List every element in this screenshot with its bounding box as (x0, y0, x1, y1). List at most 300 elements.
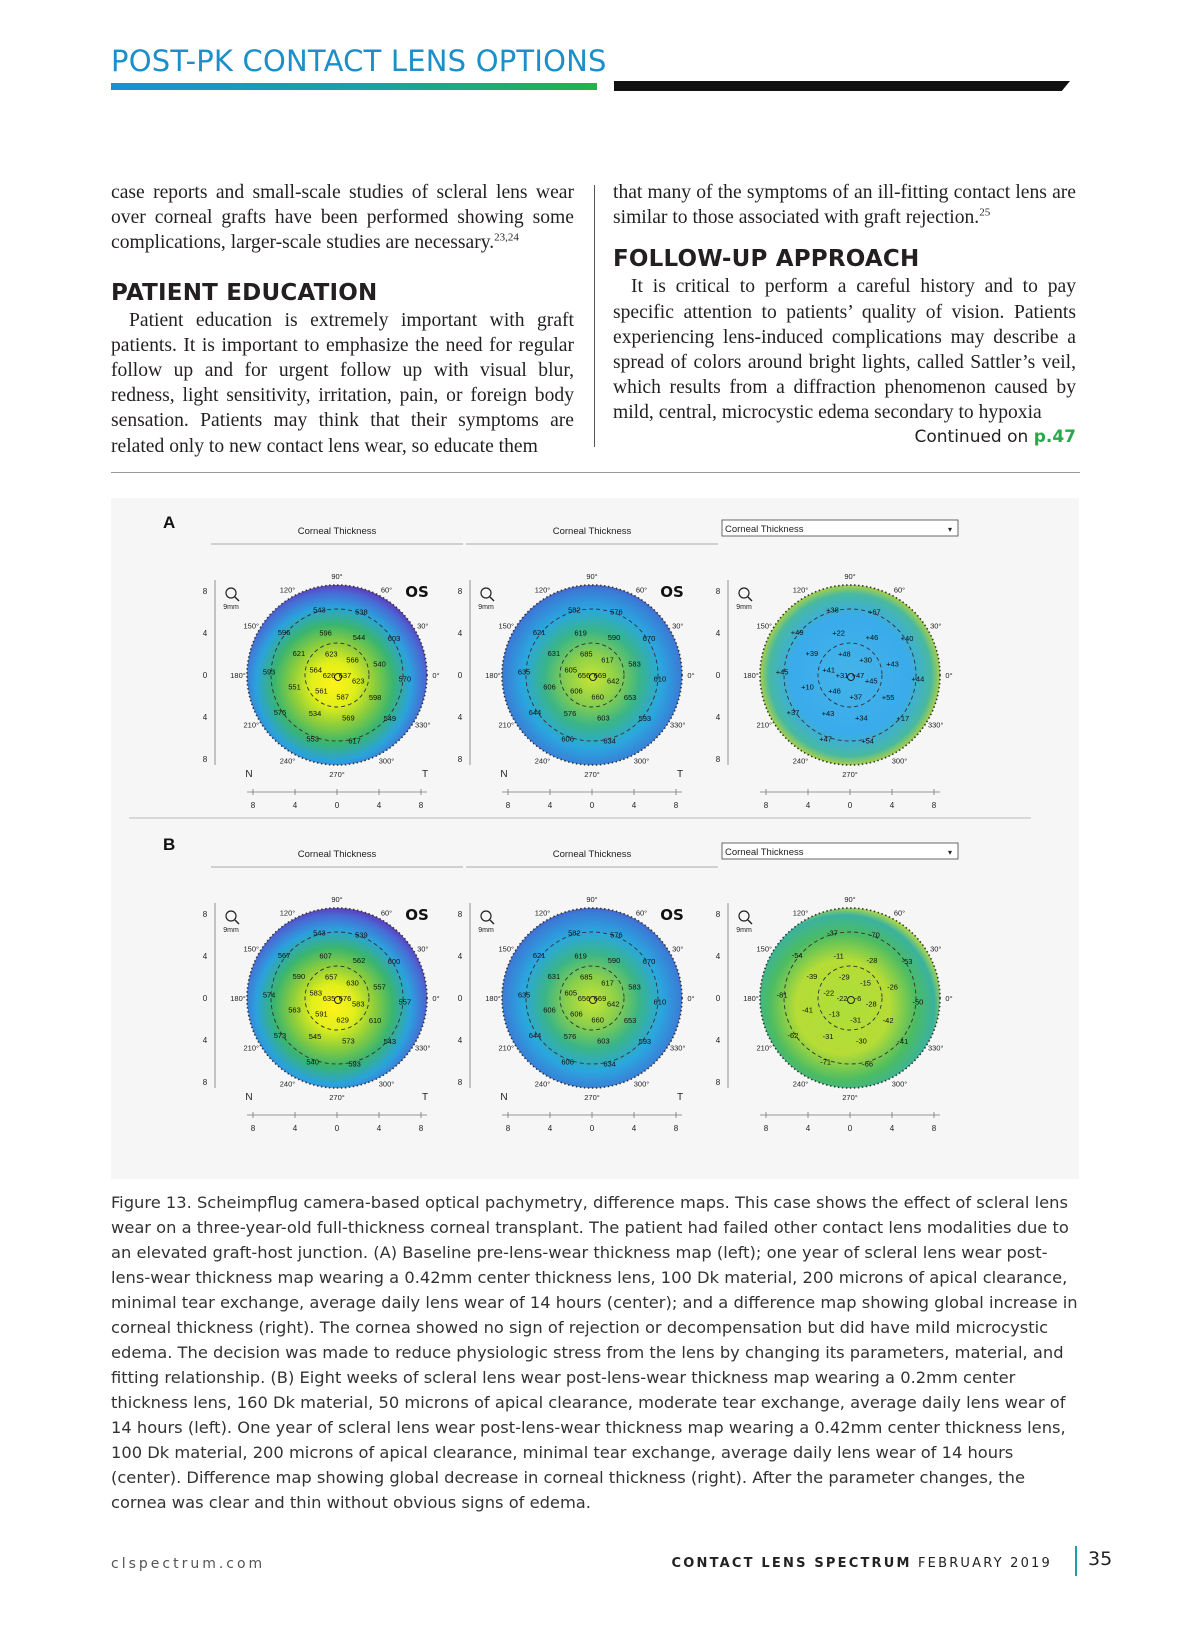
y-tick-label: 8 (457, 1078, 463, 1087)
y-tick-label: 0 (715, 671, 721, 680)
reference-superscript: 25 (979, 206, 991, 219)
thickness-value: 576 (273, 708, 287, 718)
angle-label: 30° (417, 621, 429, 631)
y-tick-label: 0 (202, 994, 208, 1003)
x-tick-label: 4 (805, 1124, 811, 1133)
angle-label: 0° (687, 994, 695, 1003)
thickness-value: 634 (603, 736, 616, 746)
map-title: Corneal Thickness (725, 847, 804, 858)
eye-label: OS (660, 583, 684, 601)
thickness-value: 593 (262, 667, 276, 677)
zone-label: 9mm (736, 604, 752, 611)
zone-label: 9mm (736, 927, 752, 934)
thickness-value: 685 (580, 649, 593, 659)
angle-label: 300° (891, 756, 908, 766)
angle-label: 0° (687, 671, 695, 680)
x-tick-label: 4 (292, 1124, 298, 1133)
angle-label: 30° (672, 944, 684, 954)
thickness-value: 670 (642, 956, 656, 966)
y-tick-label: 4 (202, 629, 208, 638)
thickness-value: +43 (886, 659, 899, 669)
angle-label: 210° (756, 720, 773, 730)
thickness-value: 576 (610, 607, 623, 617)
thickness-value: 534 (308, 709, 322, 719)
thickness-value: 543 (383, 1036, 397, 1046)
continued-note: Continued on p.47 (914, 426, 1076, 447)
thickness-value: 557 (398, 997, 412, 1007)
thickness-value: 598 (368, 693, 382, 702)
thickness-value: +46 (865, 632, 879, 642)
thickness-value: -70 (868, 930, 880, 940)
thickness-value: 660 (591, 692, 604, 702)
right-column (613, 180, 1076, 448)
thickness-value: -71 (820, 1057, 832, 1067)
thickness-value: 603 (597, 1036, 610, 1046)
thickness-value: -6 (854, 994, 862, 1003)
thickness-value: 557 (373, 982, 386, 992)
map-title: Corneal Thickness (552, 526, 632, 537)
thickness-value: 660 (591, 1015, 604, 1025)
thickness-value: 603 (387, 633, 401, 643)
thickness-value: 670 (642, 633, 656, 643)
thickness-value: 549 (383, 713, 397, 723)
angle-label: 120° (279, 908, 296, 918)
thickness-value: +38 (826, 605, 839, 615)
thickness-value: -30 (855, 1036, 867, 1046)
thickness-value: 621 (292, 649, 306, 658)
x-tick-label: 4 (376, 1124, 382, 1133)
footer-publication (672, 1556, 1053, 1571)
x-tick-label: 4 (376, 801, 382, 810)
dropdown-arrow-icon: ▾ (947, 525, 953, 534)
thickness-value: -81 (776, 990, 788, 1000)
thickness-value: +41 (822, 665, 836, 675)
angle-label: 90° (844, 572, 856, 581)
y-tick-label: 8 (715, 755, 721, 764)
angle-label: 90° (331, 572, 343, 581)
x-tick-label: 8 (505, 1124, 511, 1133)
angle-label: 90° (844, 895, 856, 904)
angle-label: 30° (930, 621, 942, 631)
angle-label: 90° (586, 572, 598, 581)
thickness-value: 606 (570, 686, 583, 696)
thickness-value: +17 (896, 713, 910, 723)
thickness-value: 590 (607, 955, 621, 965)
angle-label: 270° (329, 1093, 345, 1102)
y-tick-label: 0 (457, 994, 463, 1003)
magnifier-icon (739, 911, 749, 921)
panel-label: A (163, 513, 176, 532)
angle-label: 60° (893, 908, 906, 918)
thickness-value: 630 (346, 978, 359, 988)
thickness-value: 656 (577, 994, 591, 1003)
thickness-value: 563 (288, 1005, 301, 1015)
angle-label: 270° (842, 1093, 858, 1102)
angle-label: 300° (378, 756, 395, 766)
angle-label: 150° (243, 944, 260, 954)
page-number: 35 (1088, 1548, 1113, 1570)
thickness-value: 629 (336, 1015, 349, 1025)
thickness-value: 596 (319, 628, 332, 638)
thickness-value: 669 (593, 671, 607, 680)
eye-label: OS (660, 906, 684, 924)
thickness-value: 590 (607, 632, 621, 642)
x-tick-label: 4 (547, 1124, 553, 1133)
thickness-value: 545 (308, 1032, 322, 1042)
angle-label: 180° (485, 671, 501, 680)
zone-label: 9mm (478, 927, 494, 934)
thickness-value: -22 (836, 994, 848, 1003)
thickness-value: 631 (547, 649, 561, 658)
pachymetry-maps (111, 498, 1079, 1179)
x-tick-label: 4 (292, 801, 298, 810)
thickness-value: -13 (829, 1009, 840, 1019)
thickness-value: +46 (828, 686, 841, 696)
angle-label: 300° (633, 1079, 650, 1089)
thickness-value: 635 (517, 990, 531, 1000)
y-tick-label: 8 (202, 587, 208, 596)
thickness-value: 644 (528, 708, 542, 718)
thickness-value: +31 (835, 671, 849, 680)
angle-label: 120° (279, 585, 296, 595)
x-tick-label: 8 (250, 801, 256, 810)
thickness-value: +67 (868, 607, 881, 617)
zone-label: 9mm (478, 604, 494, 611)
angle-label: 180° (230, 671, 246, 680)
thickness-value: -39 (806, 972, 818, 981)
y-tick-label: 4 (715, 713, 721, 722)
x-tick-label: 8 (673, 1124, 679, 1133)
thickness-value: -50 (912, 997, 924, 1007)
thickness-value: 619 (574, 628, 587, 638)
thickness-value: 582 (568, 605, 581, 615)
magnifier-icon (739, 588, 749, 598)
x-tick-label: 0 (334, 1124, 340, 1133)
thickness-value: 591 (315, 1009, 328, 1019)
thickness-value: 583 (628, 982, 641, 992)
angle-label: 210° (756, 1043, 773, 1053)
thickness-value: 539 (355, 930, 368, 940)
thickness-value: 576 (610, 930, 623, 940)
thickness-value: 642 (606, 676, 620, 686)
angle-label: 90° (331, 895, 343, 904)
angle-label: 30° (930, 944, 942, 954)
angle-label: 180° (230, 994, 246, 1003)
angle-label: 210° (498, 1043, 515, 1053)
thickness-value: -41 (802, 1005, 813, 1015)
thickness-value: 573 (342, 1036, 355, 1046)
thickness-value: 538 (355, 607, 368, 617)
thickness-value: +37 (786, 708, 800, 718)
thickness-value: 623 (325, 649, 338, 659)
thickness-value: -31 (850, 1015, 862, 1025)
thickness-value: +10 (801, 682, 814, 692)
thickness-value: 543 (313, 928, 326, 938)
thickness-value: 621 (532, 628, 546, 638)
y-tick-label: 0 (457, 671, 463, 680)
thickness-value: 587 (336, 692, 349, 702)
thickness-value: 606 (570, 1009, 583, 1019)
heading-patient-education: PATIENT EDUCATION (111, 279, 378, 306)
angle-label: 120° (534, 585, 551, 595)
thickness-value: +48 (837, 649, 851, 659)
right-para-2: It is critical to perform a careful history and to pay specific attention to patients’ quality of vision. Patients experiencing lens-induced complications may describe a spread of colors around bright lights, called Sattler’s veil, which results from a diffraction phenomenon caused by mild, central, microcystic edema secondary to hypoxia (613, 276, 1076, 424)
thickness-value: -28 (866, 955, 878, 965)
y-tick-label: 4 (457, 1036, 463, 1045)
thickness-value: 623 (351, 676, 365, 686)
x-tick-label: 0 (334, 801, 340, 810)
thickness-value: -26 (887, 982, 898, 992)
footer-magazine: CONTACT LENS SPECTRUM (671, 1556, 912, 1571)
dropdown-arrow-icon: ▾ (947, 848, 953, 857)
angle-label: 180° (743, 994, 759, 1003)
magnifier-icon-handle (748, 920, 752, 924)
y-tick-label: 8 (202, 755, 208, 764)
y-tick-label: 8 (202, 910, 208, 919)
angle-label: 210° (243, 720, 260, 730)
nasal-label: N (245, 769, 253, 780)
thickness-value: -11 (833, 951, 844, 961)
magnifier-icon-handle (490, 597, 494, 601)
thickness-value: 551 (288, 682, 301, 692)
thickness-value: 576 (563, 709, 577, 719)
thickness-value: 610 (653, 674, 667, 684)
x-tick-label: 4 (631, 1124, 637, 1133)
angle-label: 180° (743, 671, 759, 680)
thickness-value: 657 (325, 972, 338, 982)
thickness-value: 669 (593, 994, 607, 1003)
thickness-value: 576 (563, 1032, 577, 1042)
thickness-value: +30 (859, 655, 872, 665)
thickness-value: 600 (387, 956, 401, 966)
thickness-value: +34 (855, 713, 868, 723)
thickness-value: 676 (338, 994, 352, 1003)
x-tick-label: 4 (889, 1124, 895, 1133)
y-tick-label: 4 (202, 952, 208, 961)
y-tick-label: 4 (715, 1036, 721, 1045)
panel-label: B (163, 835, 176, 854)
thickness-value: 573 (273, 1031, 287, 1041)
thickness-value: 642 (606, 999, 620, 1009)
section-title: POST-PK CONTACT LENS OPTIONS (111, 44, 607, 78)
x-tick-label: 8 (931, 1124, 937, 1133)
thickness-value: -62 (787, 1031, 799, 1041)
angle-label: 240° (279, 1079, 296, 1089)
thickness-value: 607 (319, 951, 332, 961)
figure-13 (111, 498, 1079, 1179)
thickness-value: 605 (564, 665, 578, 675)
footer-issue: FEBRUARY 2019 (917, 1556, 1052, 1571)
x-tick-label: 0 (589, 1124, 595, 1133)
heading-follow-up-approach: FOLLOW-UP APPROACH (613, 246, 920, 273)
magnifier-icon-handle (490, 920, 494, 924)
x-tick-label: 8 (250, 1124, 256, 1133)
angle-label: 270° (842, 770, 858, 779)
map-title: Corneal Thickness (297, 849, 377, 860)
eye-label: OS (405, 906, 429, 924)
thickness-value: 619 (574, 951, 587, 961)
x-tick-label: 0 (847, 801, 853, 810)
x-tick-label: 4 (889, 801, 895, 810)
thickness-value: -37 (826, 928, 838, 938)
nasal-label: N (500, 769, 508, 780)
angle-label: 330° (927, 1043, 944, 1053)
x-tick-label: 0 (847, 1124, 853, 1133)
zone-label: 9mm (223, 604, 239, 611)
left-para-2: Patient education is extremely important with graft patients. It is important to emphasize the need for regular follow up and for urgent follow up with visual blur, redness, light sensitivity, irritation, pain, or foreign body sensation. Patients may think that their symptoms are related only to new contact lens wear, so educate them (111, 309, 574, 457)
thickness-value: -41 (897, 1036, 909, 1046)
thickness-value: +47 (851, 671, 865, 680)
angle-label: 60° (635, 585, 648, 595)
angle-label: 30° (417, 944, 429, 954)
thickness-value: 583 (351, 999, 365, 1009)
x-tick-label: 8 (505, 801, 511, 810)
thickness-value: +54 (861, 736, 874, 746)
thickness-value: 540 (306, 1057, 319, 1067)
thickness-value: 553 (306, 734, 319, 744)
map-title: Corneal Thickness (725, 524, 804, 535)
figure-top-rule (111, 472, 1080, 473)
continued-page-link[interactable]: p.47 (1033, 426, 1076, 447)
thickness-value: -29 (838, 972, 850, 982)
angle-label: 120° (534, 908, 551, 918)
angle-label: 0° (432, 994, 440, 1003)
thickness-value: 656 (577, 671, 591, 680)
angle-label: 0° (945, 671, 953, 680)
y-tick-label: 4 (202, 1036, 208, 1045)
temporal-label: T (676, 1092, 684, 1103)
thickness-value: 653 (623, 693, 637, 702)
thickness-value: -31 (822, 1032, 834, 1042)
figure-caption: Figure 13. Scheimpflug camera-based optical pachymetry, difference maps. This case shows the effect of scleral lens wear on a three-year-old full-thickness corneal transplant. The patient had failed other contact lens modalities due to an elevated graft-host junction. (A) Baseline pre-lens-wear thickness map (left); one year of scleral lens wear post-lens-wear thickness map wearing a 0.42mm center thickness lens, 100 Dk material, 200 microns of apical clearance, minimal tear exchange, average daily lens wear of 14 hours (center); and a difference map showing global increase in corneal thickness (right). The cornea showed no sign of rejection or decompensation but did have mild microcystic edema. The decision was made to reduce physiologic stress from the lens by changing its parameters, material, and fitting relationship. (B) Eight weeks of scleral lens wear post-lens-wear thickness map wearing a 0.2mm center thickness lens, 160 Dk material, 50 microns of apical clearance, moderate tear exchange, average daily lens wear of 14 hours (left). One year of scleral lens wear post-lens-wear thickness map wearing a 0.42mm center thickness lens, 100 Dk material, 200 microns of apical clearance, minimal tear exchange, average daily lens wear of 14 hours (center). Difference map showing global decrease in corneal thickness (right). After the parameter changes, the cornea was clear and thin without obvious signs of edema. (111, 1193, 1078, 1512)
x-tick-label: 4 (631, 801, 637, 810)
thickness-value: +22 (832, 628, 845, 638)
y-tick-label: 4 (715, 952, 721, 961)
y-tick-label: 8 (202, 1078, 208, 1087)
angle-label: 150° (498, 621, 515, 631)
thickness-value: 685 (580, 972, 593, 982)
y-tick-label: 8 (457, 910, 463, 919)
magnifier-icon (481, 911, 491, 921)
temporal-label: T (676, 769, 684, 780)
thickness-value: +40 (900, 633, 914, 643)
thickness-value: 566 (346, 655, 359, 665)
thickness-value: +45 (864, 676, 878, 686)
thickness-value: 590 (292, 972, 306, 981)
temporal-label: T (421, 769, 429, 780)
angle-label: 270° (329, 770, 345, 779)
angle-label: 60° (893, 585, 906, 595)
thickness-value: +39 (805, 649, 819, 658)
y-tick-label: 8 (457, 755, 463, 764)
thickness-value: 610 (368, 1016, 382, 1025)
y-tick-label: 4 (715, 629, 721, 638)
magnifier-icon-handle (235, 920, 239, 924)
left-para-1: case reports and small-scale studies of scleral lens wear over corneal grafts have been performed showing some complications, larger-scale studies are necessary.$^{23,24}$ (111, 182, 574, 254)
magnifier-icon (481, 588, 491, 598)
thickness-value: 593 (638, 1036, 652, 1046)
reference-superscript: 23,24 (494, 231, 519, 244)
thickness-value: 583 (628, 659, 641, 669)
angle-label: 210° (243, 1043, 260, 1053)
thickness-value: 637 (338, 671, 352, 680)
angle-label: 240° (534, 1079, 551, 1089)
thickness-value: 606 (543, 1005, 556, 1015)
x-tick-label: 8 (418, 1124, 424, 1133)
thickness-value: 653 (623, 1016, 637, 1025)
angle-label: 120° (792, 908, 809, 918)
y-tick-label: 8 (715, 587, 721, 596)
angle-label: 210° (498, 720, 515, 730)
y-tick-label: 4 (457, 952, 463, 961)
y-tick-label: 0 (715, 994, 721, 1003)
angle-label: 150° (498, 944, 515, 954)
nasal-label: N (245, 1092, 253, 1103)
thickness-value: 635 (322, 994, 336, 1003)
thickness-value: 540 (373, 659, 386, 669)
thickness-value: -53 (901, 956, 913, 966)
angle-label: 240° (534, 756, 551, 766)
zone-label: 9mm (223, 927, 239, 934)
x-tick-label: 8 (763, 801, 769, 810)
thickness-value: -28 (865, 999, 877, 1009)
thickness-value: 593 (348, 1059, 361, 1069)
thickness-value: -42 (882, 1016, 894, 1025)
angle-label: 330° (669, 1043, 686, 1053)
y-tick-label: 4 (202, 713, 208, 722)
thickness-value: 603 (597, 713, 610, 723)
angle-label: 0° (432, 671, 440, 680)
y-tick-label: 4 (457, 713, 463, 722)
header-black-bar (614, 81, 1070, 91)
thickness-value: 606 (543, 682, 556, 692)
y-tick-label: 8 (715, 1078, 721, 1087)
footer-website: clspectrum.com (111, 1556, 266, 1572)
angle-label: 150° (756, 944, 773, 954)
thickness-value: 583 (309, 988, 323, 998)
thickness-value: 621 (532, 951, 546, 961)
angle-label: 330° (414, 720, 431, 730)
thickness-value: 606 (561, 1057, 574, 1067)
x-tick-label: 8 (673, 801, 679, 810)
magnifier-icon-handle (235, 597, 239, 601)
x-tick-label: 8 (931, 801, 937, 810)
right-para-1: that many of the symptoms of an ill-fitting contact lens are similar to those associated with graft rejection.$^{25}$ (613, 182, 1076, 229)
thickness-value: +55 (881, 693, 895, 702)
thickness-value: 617 (601, 655, 614, 665)
column-divider (594, 185, 595, 447)
thickness-value: 567 (277, 951, 291, 961)
thickness-value: 610 (653, 997, 667, 1007)
angle-label: 240° (792, 1079, 809, 1089)
footer-separator (1075, 1546, 1077, 1576)
thickness-value: 564 (309, 665, 323, 675)
thickness-value: 644 (528, 1031, 542, 1041)
thickness-value: 631 (547, 972, 561, 981)
angle-label: 270° (584, 1093, 600, 1102)
thickness-value: 635 (517, 667, 531, 677)
thickness-value: 606 (561, 734, 574, 744)
angle-label: 60° (380, 908, 393, 918)
thickness-value: 543 (313, 605, 326, 615)
x-tick-label: 8 (418, 801, 424, 810)
thickness-value: -66 (862, 1059, 874, 1069)
angle-label: 30° (672, 621, 684, 631)
thickness-value: +49 (790, 628, 804, 638)
angle-label: 150° (243, 621, 260, 631)
angle-label: 240° (279, 756, 296, 766)
thickness-value: 570 (398, 674, 412, 684)
